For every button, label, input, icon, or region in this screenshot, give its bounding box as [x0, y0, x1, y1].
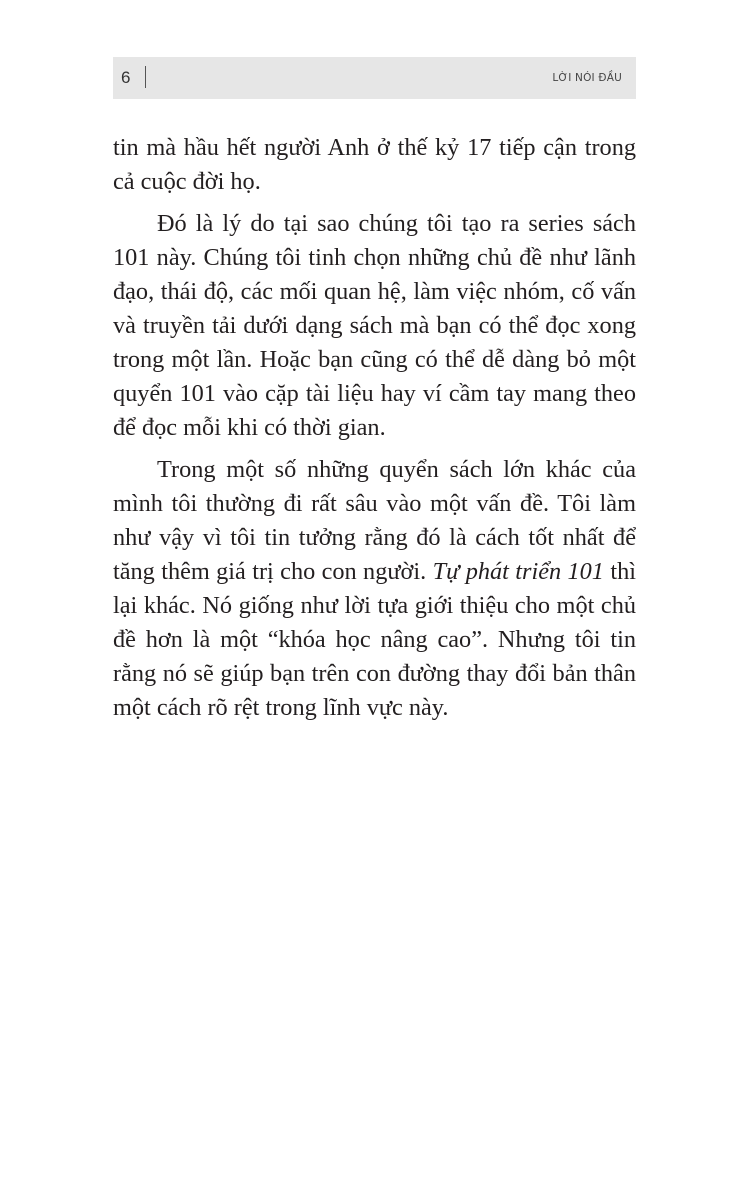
paragraph-text-end: thì lại khác. Nó giống như lời tựa giới thiệu cho một chủ đề hơn là một “khóa học nâng cao”. Nhưng tôi tin rằng nó sẽ giúp bạn trên con đường thay đổi bản thân một cách rõ rệt trong lĩnh vực này. [113, 558, 636, 721]
paragraph-book-intro [113, 453, 636, 725]
paragraph-continuation: tin mà hầu hết người Anh ở thế kỷ 17 tiếp cận trong cả cuộc đời họ. [113, 134, 636, 195]
running-header [113, 57, 636, 99]
paragraph-text-start: Trong một số những quyển sách lớn khác của mình tôi thường đi rất sâu vào một vấn đề. Tôi làm như vậy vì tôi tin tưởng rằng đó là cách tốt nhất để tăng thêm giá trị cho con người. [113, 456, 636, 585]
page-number: 6 [121, 68, 131, 87]
book-title-italic: Tự phát triển 101 [432, 558, 604, 585]
paragraph-series-purpose: Đó là lý do tại sao chúng tôi tạo ra series sách 101 này. Chúng tôi tinh chọn những chủ đề như lãnh đạo, thái độ, các mối quan hệ, làm việc nhóm, cố vấn và truyền tải dưới dạng sách mà bạn có thể đọc xong trong một lần. Hoặc bạn cũng có thể dễ dàng bỏ một quyển 101 vào cặp tài liệu hay ví cầm tay mang theo để đọc mỗi khi có thời gian. [113, 210, 636, 441]
chapter-title: LỜI NÓI ĐẦU [552, 72, 622, 84]
header-divider [145, 66, 146, 88]
body-text [113, 131, 636, 725]
